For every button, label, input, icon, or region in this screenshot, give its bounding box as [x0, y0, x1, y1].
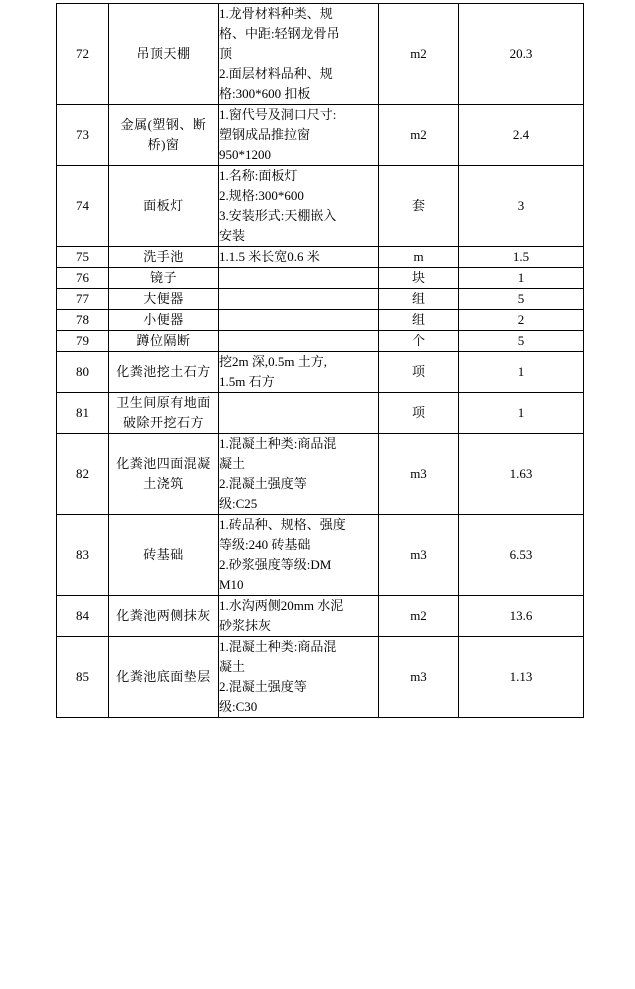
cell-item-number: 76 [57, 268, 109, 289]
cell-item-number: 73 [57, 105, 109, 166]
cell-item-specification [219, 515, 379, 596]
cell-quantity: 1 [459, 352, 584, 393]
item-spec-line: 1.5m 石方 [219, 374, 275, 389]
cell-unit: m3 [379, 637, 459, 718]
cell-item-name [109, 247, 219, 268]
item-spec-line: 1.1.5 米长宽0.6 米 [219, 249, 320, 264]
cell-item-name [109, 331, 219, 352]
item-spec-line: 凝土 [219, 659, 246, 674]
cell-unit: 组 [379, 289, 459, 310]
cell-unit: m2 [379, 596, 459, 637]
cell-quantity: 5 [459, 331, 584, 352]
item-spec-line: 挖2m 深,0.5m 土方, [219, 354, 327, 369]
table-row [57, 166, 584, 247]
cell-item-number: 85 [57, 637, 109, 718]
item-name-line: 蹲位隔断 [136, 333, 191, 348]
table-row [57, 289, 584, 310]
cell-item-name [109, 166, 219, 247]
table-row [57, 434, 584, 515]
item-spec-line: 3.安装形式:天棚嵌入 [219, 208, 337, 223]
cell-unit: 个 [379, 331, 459, 352]
cell-item-name [109, 289, 219, 310]
cell-item-name [109, 310, 219, 331]
item-spec-line: 1.水沟两侧20mm 水泥 [219, 598, 344, 613]
cell-unit: m3 [379, 434, 459, 515]
item-spec-line: 950*1200 [219, 147, 271, 162]
cell-item-specification [219, 393, 379, 434]
item-spec-line: 安装 [219, 228, 246, 243]
cell-item-name [109, 515, 219, 596]
cell-item-specification [219, 105, 379, 166]
item-spec-line: M10 [219, 577, 244, 592]
item-spec-line: 2.面层材料品种、规 [219, 66, 333, 81]
cell-item-number: 74 [57, 166, 109, 247]
item-name-line: 卫生间原有地面 [116, 395, 211, 410]
item-spec-line: 等级:240 砖基础 [219, 537, 311, 552]
item-name-line: 金属(塑钢、断 [120, 117, 207, 132]
item-name-line: 镜子 [149, 270, 177, 285]
item-name-line: 化粪池挖土石方 [116, 364, 211, 379]
item-spec-line: 砂浆抹灰 [219, 618, 272, 633]
cell-unit: 块 [379, 268, 459, 289]
table-row [57, 310, 584, 331]
item-name-line: 化粪池两侧抹灰 [116, 608, 211, 623]
cell-quantity: 5 [459, 289, 584, 310]
cell-item-number: 78 [57, 310, 109, 331]
cell-quantity: 3 [459, 166, 584, 247]
cell-item-specification [219, 434, 379, 515]
item-spec-line: 1.混凝土种类:商品混 [219, 639, 337, 654]
cell-quantity: 13.6 [459, 596, 584, 637]
cell-item-specification [219, 331, 379, 352]
cell-item-specification [219, 166, 379, 247]
cell-item-number: 75 [57, 247, 109, 268]
cell-unit: m [379, 247, 459, 268]
cell-quantity: 6.53 [459, 515, 584, 596]
item-name-line: 砖基础 [143, 547, 184, 562]
item-spec-line: 级:C25 [219, 496, 258, 511]
cell-item-number: 84 [57, 596, 109, 637]
cell-quantity: 1 [459, 393, 584, 434]
cell-item-number: 82 [57, 434, 109, 515]
cell-quantity: 1.63 [459, 434, 584, 515]
item-name-line: 吊顶天棚 [136, 46, 191, 61]
item-name-line: 大便器 [143, 291, 184, 306]
cell-item-name [109, 596, 219, 637]
table-row [57, 515, 584, 596]
item-spec-line: 塑钢成品推拉窗 [219, 127, 311, 142]
cell-unit: 项 [379, 393, 459, 434]
cell-quantity: 2 [459, 310, 584, 331]
cell-item-specification [219, 310, 379, 331]
cell-quantity: 1.13 [459, 637, 584, 718]
item-name-line: 面板灯 [143, 198, 184, 213]
cell-unit: m2 [379, 105, 459, 166]
cell-item-number: 83 [57, 515, 109, 596]
cell-item-specification [219, 596, 379, 637]
table-row [57, 596, 584, 637]
cell-unit: 套 [379, 166, 459, 247]
cell-item-specification [219, 4, 379, 105]
cell-item-specification [219, 289, 379, 310]
item-name-line: 化粪池底面垫层 [116, 669, 211, 684]
table-row [57, 105, 584, 166]
cell-unit: m3 [379, 515, 459, 596]
cell-item-number: 72 [57, 4, 109, 105]
item-spec-line: 格:300*600 扣板 [219, 86, 311, 101]
cell-unit: 项 [379, 352, 459, 393]
cell-quantity: 1 [459, 268, 584, 289]
cell-item-number: 79 [57, 331, 109, 352]
cell-quantity: 20.3 [459, 4, 584, 105]
table-row [57, 4, 584, 105]
cell-item-name [109, 4, 219, 105]
document-page [0, 3, 635, 989]
cell-item-name [109, 105, 219, 166]
cell-item-name [109, 352, 219, 393]
table-row [57, 268, 584, 289]
cell-unit: m2 [379, 4, 459, 105]
item-spec-line: 2.混凝土强度等 [219, 476, 307, 491]
item-spec-line: 级:C30 [219, 699, 258, 714]
item-spec-line: 1.名称:面板灯 [219, 168, 298, 183]
item-spec-line: 1.窗代号及洞口尺寸: [219, 107, 337, 122]
cell-item-name [109, 434, 219, 515]
table-row [57, 247, 584, 268]
item-name-line: 小便器 [143, 312, 184, 327]
cell-item-name [109, 268, 219, 289]
table-row [57, 352, 584, 393]
cell-unit: 组 [379, 310, 459, 331]
item-spec-line: 2.混凝土强度等 [219, 679, 307, 694]
item-spec-line: 顶 [219, 46, 233, 61]
item-spec-line: 1.砖品种、规格、强度 [219, 517, 346, 532]
cell-item-specification [219, 268, 379, 289]
cell-item-number: 80 [57, 352, 109, 393]
item-spec-line: 格、中距:轻钢龙骨吊 [219, 26, 340, 41]
table-row [57, 637, 584, 718]
item-name-line: 洗手池 [143, 249, 184, 264]
item-name-line: 化粪池四面混凝 [116, 456, 211, 471]
cell-item-specification [219, 352, 379, 393]
table-row [57, 331, 584, 352]
cell-item-number: 77 [57, 289, 109, 310]
item-spec-line: 凝土 [219, 456, 246, 471]
cell-item-specification [219, 637, 379, 718]
cell-item-number: 81 [57, 393, 109, 434]
cell-item-name [109, 393, 219, 434]
item-spec-line: 2.砂浆强度等级:DM [219, 557, 332, 572]
table-row [57, 393, 584, 434]
item-spec-line: 1.混凝土种类:商品混 [219, 436, 337, 451]
bill-of-quantities-table [56, 3, 584, 718]
item-name-line: 土浇筑 [143, 476, 184, 491]
cell-quantity: 1.5 [459, 247, 584, 268]
item-spec-line: 2.规格:300*600 [219, 188, 304, 203]
cell-item-name [109, 637, 219, 718]
cell-item-specification [219, 247, 379, 268]
item-name-line: 桥)窗 [147, 137, 180, 152]
cell-quantity: 2.4 [459, 105, 584, 166]
item-name-line: 破除开挖石方 [122, 415, 204, 430]
item-spec-line: 1.龙骨材料种类、规 [219, 6, 333, 21]
